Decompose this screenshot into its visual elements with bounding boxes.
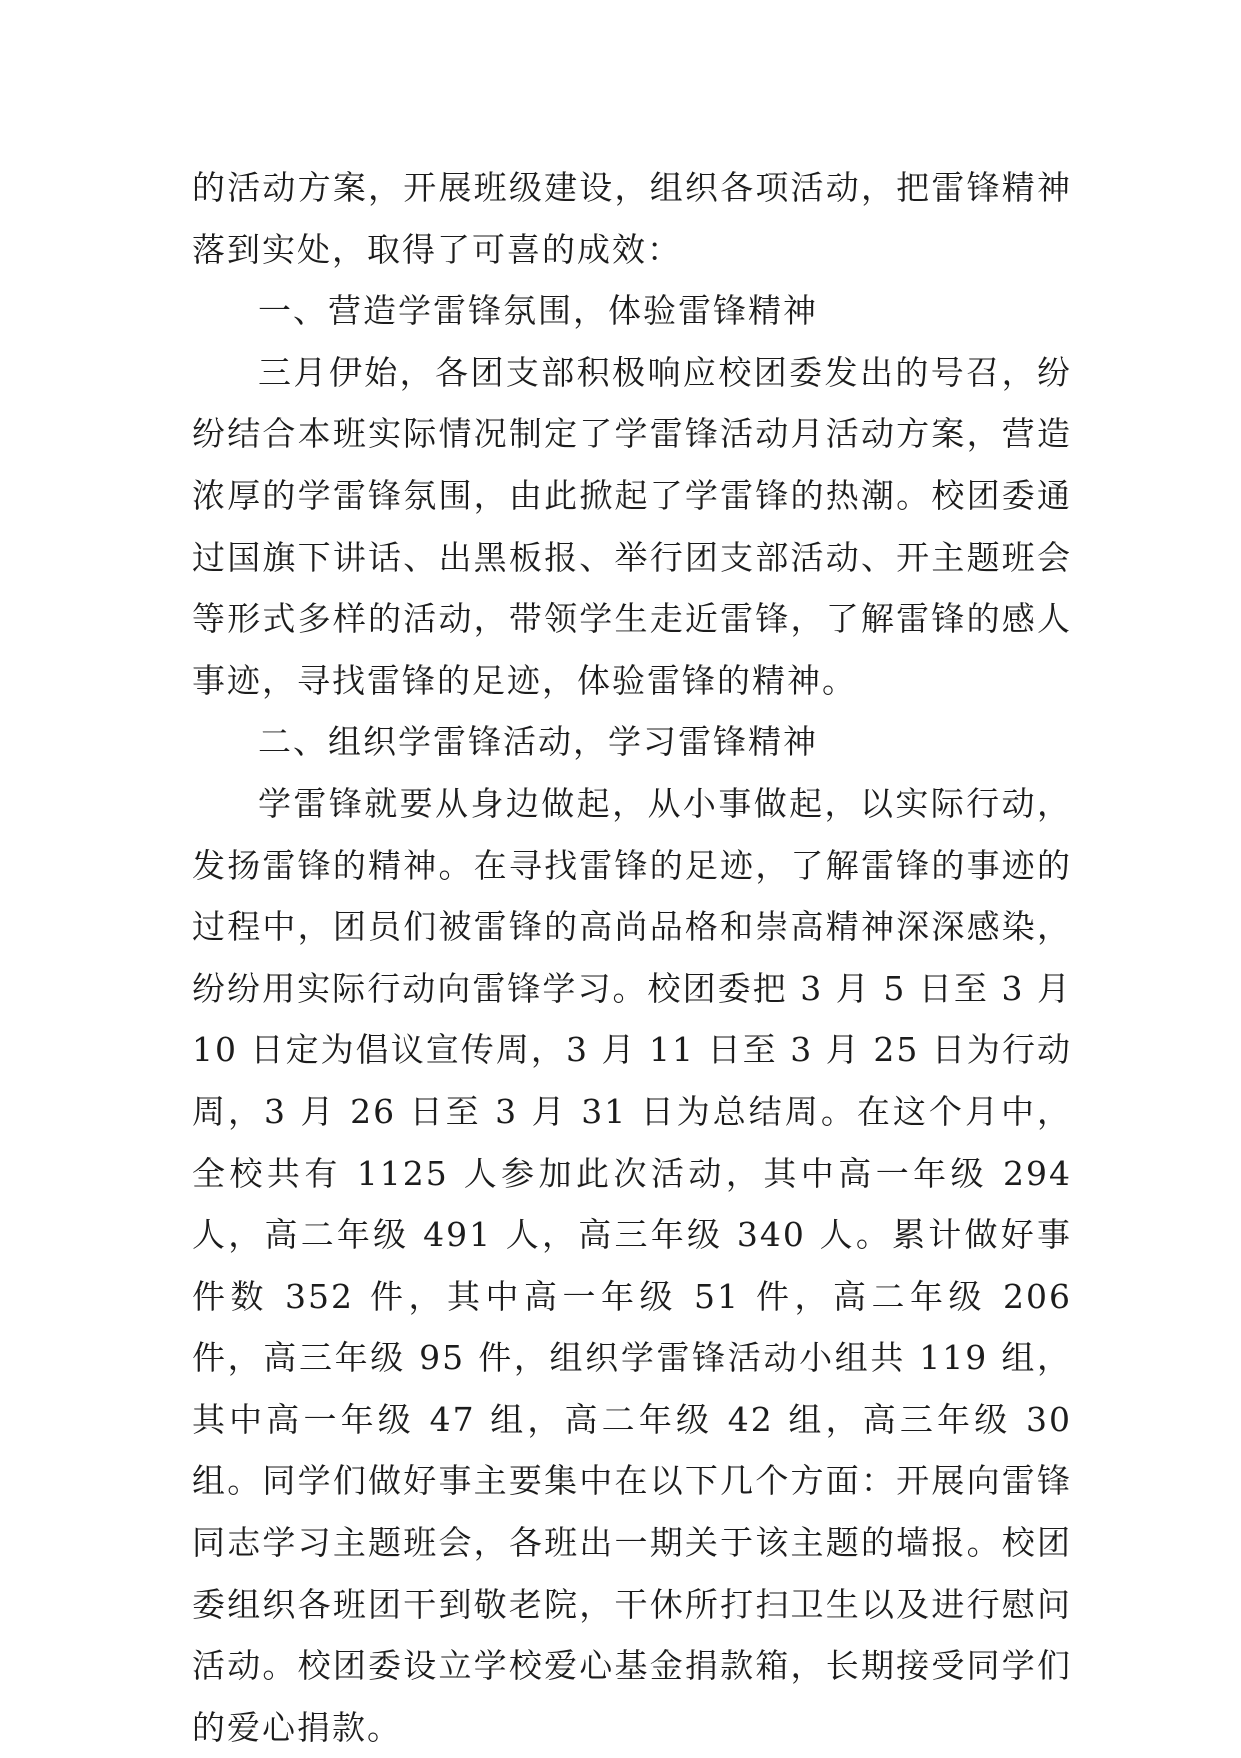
body-paragraph-2: 学雷锋就要从身边做起，从小事做起，以实际行动，发扬雷锋的精神。在寻找雷锋的足迹，了解雷锋的事迹的过程中，团员们被雷锋的高尚品格和崇高精神深深感染，纷纷用实际行动向雷锋学习。校团委把 3 月 5 日至 3 月 10 日定为倡议宣传周，3 月 11 日至 3 月 25 日为行动周，3 月 26 日至 3 月 31 日为总结周。在这个月中，全校共有 1125 人参加此次活动，其中高一年级 294 人，高二年级 491 人，高三年级 340 人。累计做好事件数 352 件，其中高一年级 51 件，高二年级 206 件，高三年级 95 件，组织学雷锋活动小组共 119 组，其中高一年级 47 组，高二年级 42 组，高三年级 30 组。同学们做好事主要集中在以下几个方面：开展向雷锋同志学习主题班会，各班出一期关于该主题的墙报。校团委组织各班团干到敬老院，干休所打扫卫生以及进行慰问活动。校团委设立学校爱心基金捐款箱，长期接受同学们的爱心捐款。 [192, 783, 1072, 1747]
continuation-paragraph: 的活动方案，开展班级建设，组织各项活动，把雷锋精神落到实处，取得了可喜的成效： [192, 168, 1072, 269]
section-heading-2: 二、组织学雷锋活动，学习雷锋精神 [258, 722, 818, 762]
document-body [192, 157, 1072, 1758]
body-paragraph-1: 三月伊始，各团支部积极响应校团委发出的号召，纷纷结合本班实际情况制定了学雷锋活动月活动方案，营造浓厚的学雷锋氛围，由此掀起了学雷锋的热潮。校团委通过国旗下讲话、出黑板报、举行团支部活动、开主题班会等形式多样的活动，带领学生走近雷锋，了解雷锋的感人事迹，寻找雷锋的足迹，体验雷锋的精神。 [192, 352, 1072, 700]
section-heading-1: 一、营造学雷锋氛围，体验雷锋精神 [258, 291, 818, 331]
